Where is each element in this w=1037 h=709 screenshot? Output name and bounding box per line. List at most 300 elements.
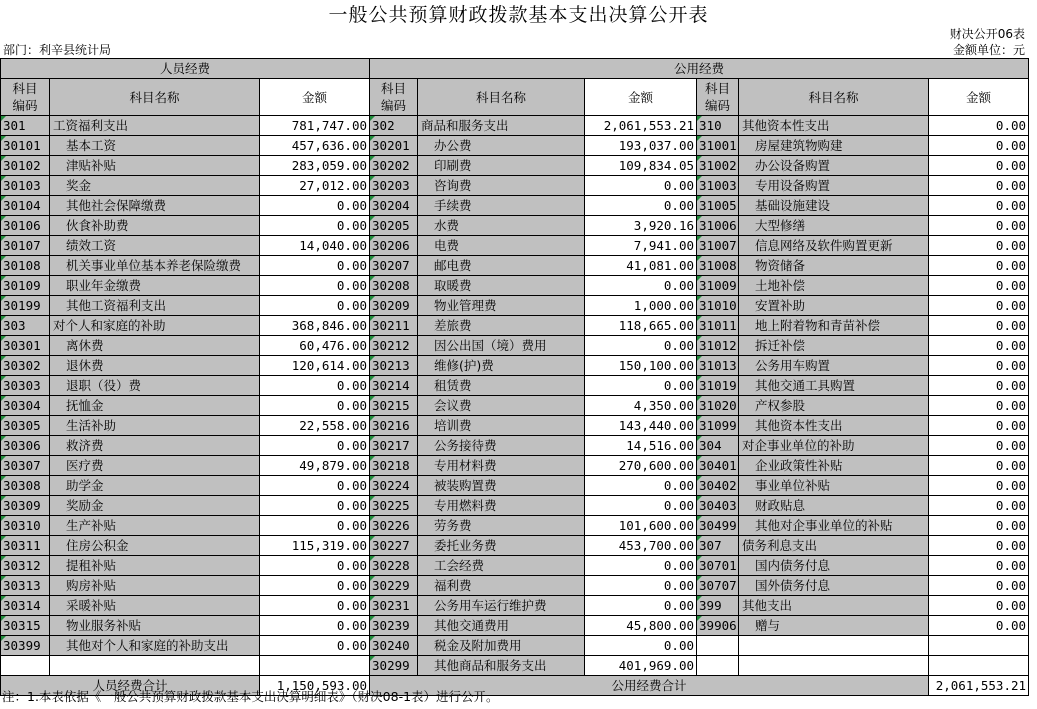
cell-marker-icon	[370, 236, 375, 241]
item-amount: 14,516.00	[585, 436, 697, 456]
item-code: 30205	[370, 216, 418, 236]
item-amount: 0.00	[929, 336, 1029, 356]
item-name: 助学金	[50, 476, 260, 496]
item-name: 因公出国（境）费用	[418, 336, 585, 356]
item-name: 国内债务付息	[739, 556, 929, 576]
cell-marker-icon	[370, 416, 375, 421]
item-amount: 115,319.00	[260, 536, 370, 556]
item-name: 采暖补贴	[50, 596, 260, 616]
item-amount: 193,037.00	[585, 136, 697, 156]
item-amount: 0.00	[929, 456, 1029, 476]
item-amount: 0.00	[260, 516, 370, 536]
item-amount: 27,012.00	[260, 176, 370, 196]
item-amount: 0.00	[929, 376, 1029, 396]
form-code: 财决公开06表	[949, 27, 1025, 41]
item-name: 福利费	[418, 576, 585, 596]
item-code: 31008	[697, 256, 739, 276]
item-code: 30212	[370, 336, 418, 356]
cell-marker-icon	[1, 356, 6, 361]
item-amount: 109,834.05	[585, 156, 697, 176]
item-name: 会议费	[418, 396, 585, 416]
item-code: 30208	[370, 276, 418, 296]
item-name: 地上附着物和青苗补偿	[739, 316, 929, 336]
item-amount: 0.00	[929, 436, 1029, 456]
item-code: 30308	[1, 476, 50, 496]
item-name: 公务接待费	[418, 436, 585, 456]
item-name: 退职（役）费	[50, 376, 260, 396]
item-amount	[260, 656, 370, 676]
item-code: 304	[697, 436, 739, 456]
department-label: 部门：利辛县统计局	[3, 43, 112, 57]
item-name: 债务利息支出	[739, 536, 929, 556]
cell-marker-icon	[1, 396, 6, 401]
item-code: 30199	[1, 296, 50, 316]
item-amount: 0.00	[585, 376, 697, 396]
table-row	[1, 336, 1029, 356]
item-amount: 0.00	[929, 556, 1029, 576]
item-amount: 0.00	[929, 396, 1029, 416]
item-code	[1, 656, 50, 676]
item-name: 其他资本性支出	[739, 116, 929, 136]
item-code: 30225	[370, 496, 418, 516]
item-name: 咨询费	[418, 176, 585, 196]
item-name: 住房公积金	[50, 536, 260, 556]
table-row	[1, 596, 1029, 616]
item-code: 30306	[1, 436, 50, 456]
cell-marker-icon	[697, 496, 702, 501]
item-name: 事业单位补贴	[739, 476, 929, 496]
name-header: 科目名称	[50, 79, 260, 116]
cell-marker-icon	[1, 236, 6, 241]
public-total-label: 公用经费合计	[370, 676, 929, 696]
item-name: 津贴补贴	[50, 156, 260, 176]
item-code: 30216	[370, 416, 418, 436]
cell-marker-icon	[697, 136, 702, 141]
item-amount: 0.00	[585, 176, 697, 196]
item-code	[697, 636, 739, 656]
item-code: 31001	[697, 136, 739, 156]
item-amount: 781,747.00	[260, 116, 370, 136]
cell-marker-icon	[370, 516, 375, 521]
cell-marker-icon	[1, 576, 6, 581]
item-amount: 0.00	[260, 276, 370, 296]
item-name: 基本工资	[50, 136, 260, 156]
public-total-amount: 2,061,553.21	[929, 676, 1029, 696]
item-code: 30310	[1, 516, 50, 536]
table-row	[1, 516, 1029, 536]
cell-marker-icon	[1, 336, 6, 341]
item-amount: 0.00	[929, 156, 1029, 176]
item-name: 退休费	[50, 356, 260, 376]
item-amount: 101,600.00	[585, 516, 697, 536]
item-code: 30312	[1, 556, 50, 576]
item-amount: 60,476.00	[260, 336, 370, 356]
item-code: 30209	[370, 296, 418, 316]
item-name: 其他资本性支出	[739, 416, 929, 436]
amount-header: 金额	[929, 79, 1029, 116]
table-row	[1, 216, 1029, 236]
item-amount: 453,700.00	[585, 536, 697, 556]
item-amount: 0.00	[260, 496, 370, 516]
item-code: 39906	[697, 616, 739, 636]
item-amount: 4,350.00	[585, 396, 697, 416]
item-name: 产权参股	[739, 396, 929, 416]
item-name: 专用材料费	[418, 456, 585, 476]
item-amount: 0.00	[260, 216, 370, 236]
personnel-group-header: 人员经费	[1, 59, 370, 79]
cell-marker-icon	[1, 316, 6, 321]
item-code: 30707	[697, 576, 739, 596]
item-name: 取暖费	[418, 276, 585, 296]
item-name: 财政贴息	[739, 496, 929, 516]
table-row	[1, 176, 1029, 196]
item-name: 其他支出	[739, 596, 929, 616]
cell-marker-icon	[697, 196, 702, 201]
cell-marker-icon	[1, 616, 6, 621]
item-code: 30207	[370, 256, 418, 276]
item-code: 31013	[697, 356, 739, 376]
item-name: 印刷费	[418, 156, 585, 176]
cell-marker-icon	[370, 256, 375, 261]
item-code: 30101	[1, 136, 50, 156]
cell-marker-icon	[697, 116, 702, 121]
cell-marker-icon	[370, 476, 375, 481]
expenditure-table	[0, 58, 1029, 696]
item-name: 租赁费	[418, 376, 585, 396]
item-code: 30240	[370, 636, 418, 656]
item-code: 30402	[697, 476, 739, 496]
item-code: 31019	[697, 376, 739, 396]
item-name: 安置补助	[739, 296, 929, 316]
table-row	[1, 436, 1029, 456]
cell-marker-icon	[1, 176, 6, 181]
item-name: 物资储备	[739, 256, 929, 276]
item-name: 电费	[418, 236, 585, 256]
item-amount: 150,100.00	[585, 356, 697, 376]
item-code: 30314	[1, 596, 50, 616]
item-code: 30304	[1, 396, 50, 416]
item-name: 税金及附加费用	[418, 636, 585, 656]
cell-marker-icon	[1, 296, 6, 301]
code-header: 科目 编码	[1, 79, 50, 116]
item-code: 31020	[697, 396, 739, 416]
cell-marker-icon	[370, 536, 375, 541]
table-row	[1, 376, 1029, 396]
cell-marker-icon	[370, 616, 375, 621]
item-code: 30309	[1, 496, 50, 516]
item-amount: 0.00	[929, 596, 1029, 616]
item-code: 30307	[1, 456, 50, 476]
cell-marker-icon	[370, 556, 375, 561]
item-code: 30213	[370, 356, 418, 376]
cell-marker-icon	[1, 416, 6, 421]
cell-marker-icon	[1, 376, 6, 381]
item-code: 30226	[370, 516, 418, 536]
cell-marker-icon	[370, 576, 375, 581]
item-amount: 0.00	[585, 196, 697, 216]
cell-marker-icon	[370, 376, 375, 381]
item-name: 国外债务付息	[739, 576, 929, 596]
item-amount: 0.00	[929, 616, 1029, 636]
item-amount: 0.00	[929, 536, 1029, 556]
item-name: 专用设备购置	[739, 176, 929, 196]
item-amount: 0.00	[585, 596, 697, 616]
name-header: 科目名称	[418, 79, 585, 116]
table-row	[1, 656, 1029, 676]
cell-marker-icon	[697, 376, 702, 381]
amount-header: 金额	[260, 79, 370, 116]
item-name: 赠与	[739, 616, 929, 636]
item-name: 离休费	[50, 336, 260, 356]
item-code: 30201	[370, 136, 418, 156]
cell-marker-icon	[697, 576, 702, 581]
item-name: 物业服务补贴	[50, 616, 260, 636]
item-code: 30215	[370, 396, 418, 416]
cell-marker-icon	[1, 436, 6, 441]
cell-marker-icon	[697, 296, 702, 301]
table-row	[1, 156, 1029, 176]
cell-marker-icon	[1, 276, 6, 281]
item-name: 信息网络及软件购置更新	[739, 236, 929, 256]
cell-marker-icon	[370, 196, 375, 201]
cell-marker-icon	[1, 596, 6, 601]
item-amount: 0.00	[585, 576, 697, 596]
item-code: 30401	[697, 456, 739, 476]
cell-marker-icon	[370, 356, 375, 361]
item-name: 公务用车购置	[739, 356, 929, 376]
item-amount: 143,440.00	[585, 416, 697, 436]
cell-marker-icon	[370, 496, 375, 501]
item-code	[697, 656, 739, 676]
item-amount: 0.00	[929, 136, 1029, 156]
item-code: 30109	[1, 276, 50, 296]
item-name	[739, 636, 929, 656]
item-name: 提租补贴	[50, 556, 260, 576]
item-name: 其他对企事业单位的补贴	[739, 516, 929, 536]
item-amount: 0.00	[585, 276, 697, 296]
item-amount: 0.00	[929, 216, 1029, 236]
item-code: 30305	[1, 416, 50, 436]
item-code: 30499	[697, 516, 739, 536]
item-amount: 0.00	[929, 516, 1029, 536]
item-code: 31002	[697, 156, 739, 176]
table-row	[1, 576, 1029, 596]
item-amount: 49,879.00	[260, 456, 370, 476]
item-name: 水费	[418, 216, 585, 236]
item-name: 维修(护)费	[418, 356, 585, 376]
cell-marker-icon	[370, 396, 375, 401]
item-code: 30104	[1, 196, 50, 216]
item-name: 医疗费	[50, 456, 260, 476]
item-name: 拆迁补偿	[739, 336, 929, 356]
item-name: 对个人和家庭的补助	[50, 316, 260, 336]
cell-marker-icon	[697, 536, 702, 541]
item-name: 委托业务费	[418, 536, 585, 556]
item-code: 30206	[370, 236, 418, 256]
cell-marker-icon	[1, 216, 6, 221]
table-row	[1, 636, 1029, 656]
item-code: 30403	[697, 496, 739, 516]
item-code: 31007	[697, 236, 739, 256]
item-name: 救济费	[50, 436, 260, 456]
item-name: 购房补贴	[50, 576, 260, 596]
item-name: 生活补助	[50, 416, 260, 436]
cell-marker-icon	[370, 596, 375, 601]
item-name: 手续费	[418, 196, 585, 216]
item-code: 30301	[1, 336, 50, 356]
item-code: 30313	[1, 576, 50, 596]
item-code: 30399	[1, 636, 50, 656]
amount-header: 金额	[585, 79, 697, 116]
personnel-total-amount: 1,150,593.00	[260, 676, 370, 696]
cell-marker-icon	[697, 336, 702, 341]
item-code: 30203	[370, 176, 418, 196]
cell-marker-icon	[370, 316, 375, 321]
item-amount: 0.00	[585, 336, 697, 356]
item-amount: 120,614.00	[260, 356, 370, 376]
cell-marker-icon	[697, 236, 702, 241]
item-amount: 0.00	[929, 356, 1029, 376]
item-code: 31011	[697, 316, 739, 336]
item-amount: 0.00	[585, 636, 697, 656]
item-name: 机关事业单位基本养老保险缴费	[50, 256, 260, 276]
item-name: 基础设施建设	[739, 196, 929, 216]
item-amount: 0.00	[260, 376, 370, 396]
table-row	[1, 356, 1029, 376]
item-code: 30299	[370, 656, 418, 676]
item-name: 职业年金缴费	[50, 276, 260, 296]
item-code: 31006	[697, 216, 739, 236]
cell-marker-icon	[370, 276, 375, 281]
item-name: 被装购置费	[418, 476, 585, 496]
item-name: 奖励金	[50, 496, 260, 516]
item-amount: 0.00	[260, 636, 370, 656]
item-code: 303	[1, 316, 50, 336]
item-code: 30227	[370, 536, 418, 556]
item-name: 其他工资福利支出	[50, 296, 260, 316]
item-code: 30701	[697, 556, 739, 576]
item-code: 31010	[697, 296, 739, 316]
cell-marker-icon	[697, 256, 702, 261]
item-amount: 0.00	[260, 596, 370, 616]
item-amount: 270,600.00	[585, 456, 697, 476]
cell-marker-icon	[370, 436, 375, 441]
table-row	[1, 296, 1029, 316]
cell-marker-icon	[697, 616, 702, 621]
cell-marker-icon	[370, 176, 375, 181]
item-code: 30217	[370, 436, 418, 456]
item-code: 30103	[1, 176, 50, 196]
item-name: 房屋建筑物购建	[739, 136, 929, 156]
item-name: 企业政策性补贴	[739, 456, 929, 476]
item-code: 302	[370, 116, 418, 136]
item-name	[50, 656, 260, 676]
table-row	[1, 536, 1029, 556]
personnel-total-label: 人员经费合计	[1, 676, 260, 696]
cell-marker-icon	[697, 476, 702, 481]
item-code: 307	[697, 536, 739, 556]
cell-marker-icon	[370, 136, 375, 141]
item-amount: 0.00	[929, 576, 1029, 596]
item-amount: 45,800.00	[585, 616, 697, 636]
item-amount: 0.00	[260, 616, 370, 636]
item-amount: 457,636.00	[260, 136, 370, 156]
item-name: 绩效工资	[50, 236, 260, 256]
cell-marker-icon	[697, 456, 702, 461]
cell-marker-icon	[1, 636, 6, 641]
item-amount: 283,059.00	[260, 156, 370, 176]
item-name: 工资福利支出	[50, 116, 260, 136]
item-amount: 0.00	[929, 496, 1029, 516]
item-name: 对企事业单位的补助	[739, 436, 929, 456]
item-amount	[929, 656, 1029, 676]
item-amount: 0.00	[260, 296, 370, 316]
item-code: 30231	[370, 596, 418, 616]
item-amount: 22,558.00	[260, 416, 370, 436]
table-row	[1, 616, 1029, 636]
table-row	[1, 136, 1029, 156]
table-row	[1, 256, 1029, 276]
cell-marker-icon	[1, 156, 6, 161]
cell-marker-icon	[697, 216, 702, 221]
item-amount: 0.00	[929, 196, 1029, 216]
item-code: 30202	[370, 156, 418, 176]
item-code: 30107	[1, 236, 50, 256]
item-code: 30204	[370, 196, 418, 216]
item-amount: 401,969.00	[585, 656, 697, 676]
item-code: 30311	[1, 536, 50, 556]
item-code: 30303	[1, 376, 50, 396]
item-code: 30108	[1, 256, 50, 276]
item-code: 31009	[697, 276, 739, 296]
cell-marker-icon	[370, 116, 375, 121]
item-name: 专用燃料费	[418, 496, 585, 516]
item-code: 301	[1, 116, 50, 136]
table-row	[1, 116, 1029, 136]
cell-marker-icon	[1, 196, 6, 201]
item-code: 399	[697, 596, 739, 616]
item-name: 大型修缮	[739, 216, 929, 236]
table-row	[1, 196, 1029, 216]
cell-marker-icon	[697, 396, 702, 401]
item-name: 其他交通费用	[418, 616, 585, 636]
item-amount: 14,040.00	[260, 236, 370, 256]
cell-marker-icon	[1, 536, 6, 541]
item-name: 其他社会保障缴费	[50, 196, 260, 216]
item-name: 伙食补助费	[50, 216, 260, 236]
table-row	[1, 416, 1029, 436]
cell-marker-icon	[370, 456, 375, 461]
item-amount: 0.00	[929, 256, 1029, 276]
page-title: 一般公共预算财政拨款基本支出决算公开表	[328, 4, 709, 26]
code-header: 科目 编码	[697, 79, 739, 116]
cell-marker-icon	[370, 296, 375, 301]
item-code: 30224	[370, 476, 418, 496]
cell-marker-icon	[697, 416, 702, 421]
item-code: 310	[697, 116, 739, 136]
cell-marker-icon	[1, 116, 6, 121]
item-name: 培训费	[418, 416, 585, 436]
item-amount: 0.00	[260, 436, 370, 456]
cell-marker-icon	[370, 656, 375, 661]
cell-marker-icon	[370, 336, 375, 341]
item-code: 31003	[697, 176, 739, 196]
cell-marker-icon	[370, 156, 375, 161]
item-amount: 0.00	[929, 476, 1029, 496]
cell-marker-icon	[697, 516, 702, 521]
item-amount: 118,665.00	[585, 316, 697, 336]
item-code: 31012	[697, 336, 739, 356]
